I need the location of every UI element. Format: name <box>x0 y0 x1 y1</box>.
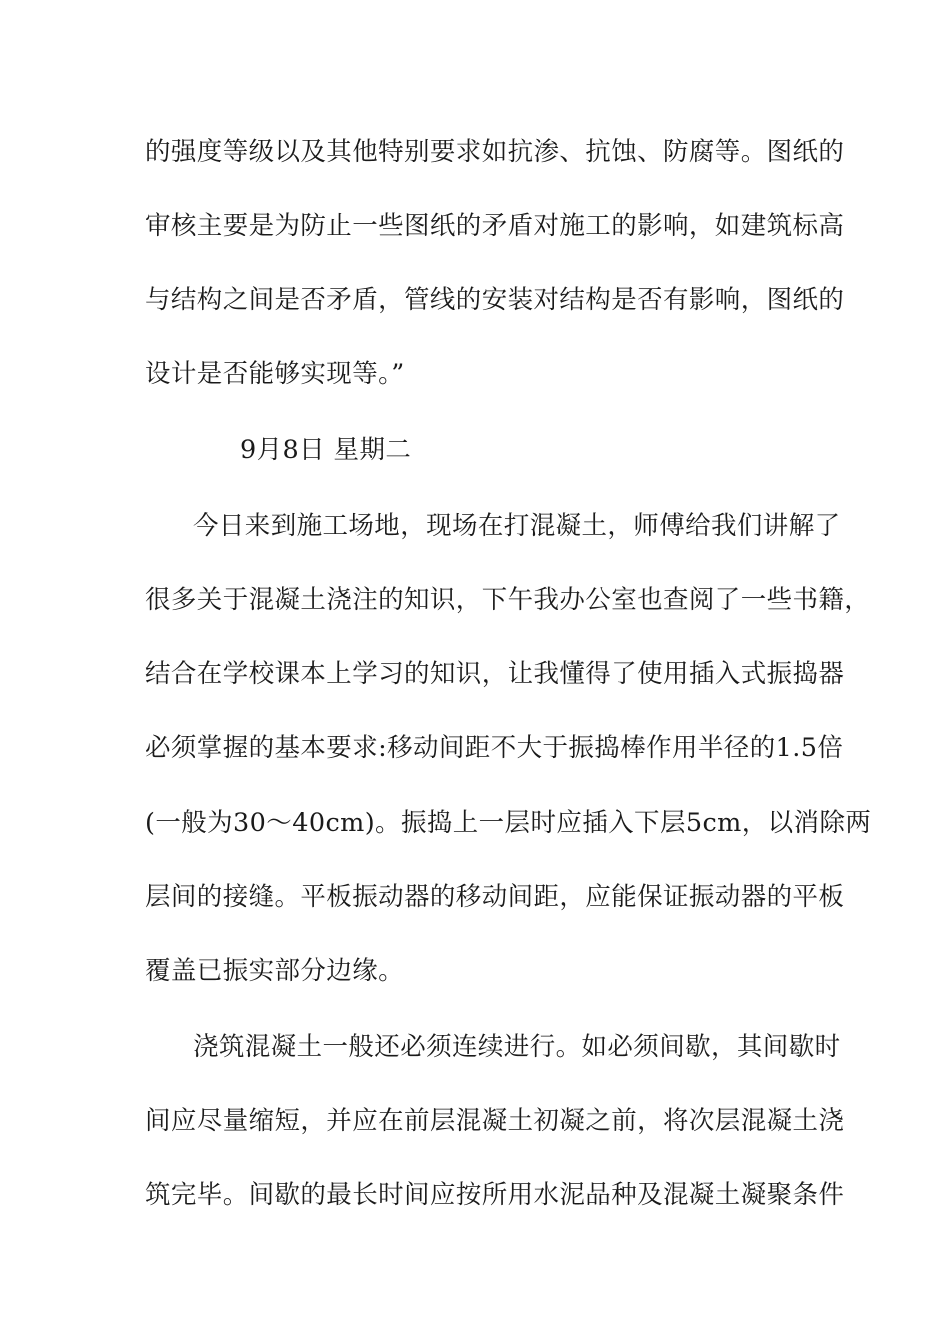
paragraph-line: 今日来到施工场地，现场在打混凝土，师傅给我们讲解了 <box>193 511 841 541</box>
paragraph-line: 设计是否能够实现等。” <box>145 359 405 389</box>
paragraph-line: 与结构之间是否矛盾，管线的安装对结构是否有影响，图纸的 <box>145 285 845 315</box>
paragraph-line: 很多关于混凝土浇注的知识，下午我办公室也查阅了一些书籍， <box>145 585 871 615</box>
paragraph-line: 的强度等级以及其他特别要求如抗渗、抗蚀、防腐等。图纸的 <box>145 137 845 167</box>
paragraph-line: 筑完毕。间歇的最长时间应按所用水泥品种及混凝土凝聚条件 <box>145 1180 845 1210</box>
paragraph-line: 浇筑混凝土一般还必须连续进行。如必须间歇，其间歇时 <box>193 1032 841 1062</box>
paragraph-line: 必须掌握的基本要求:移动间距不大于振捣棒作用半径的1.5倍 <box>145 733 844 763</box>
paragraph-line: 结合在学校课本上学习的知识，让我懂得了使用插入式振捣器 <box>145 659 845 689</box>
paragraph-line: 间应尽量缩短，并应在前层混凝土初凝之前，将次层混凝土浇 <box>145 1106 845 1136</box>
paragraph-line: 审核主要是为防止一些图纸的矛盾对施工的影响，如建筑标高 <box>145 211 845 241</box>
paragraph-line: 层间的接缝。平板振动器的移动间距，应能保证振动器的平板 <box>145 882 845 912</box>
paragraph-line: (一般为30～40cm)。振捣上一层时应插入下层5cm，以消除两 <box>145 808 872 838</box>
date-heading: 9月8日 星期二 <box>240 435 412 465</box>
paragraph-line: 覆盖已振实部分边缘。 <box>145 956 405 986</box>
